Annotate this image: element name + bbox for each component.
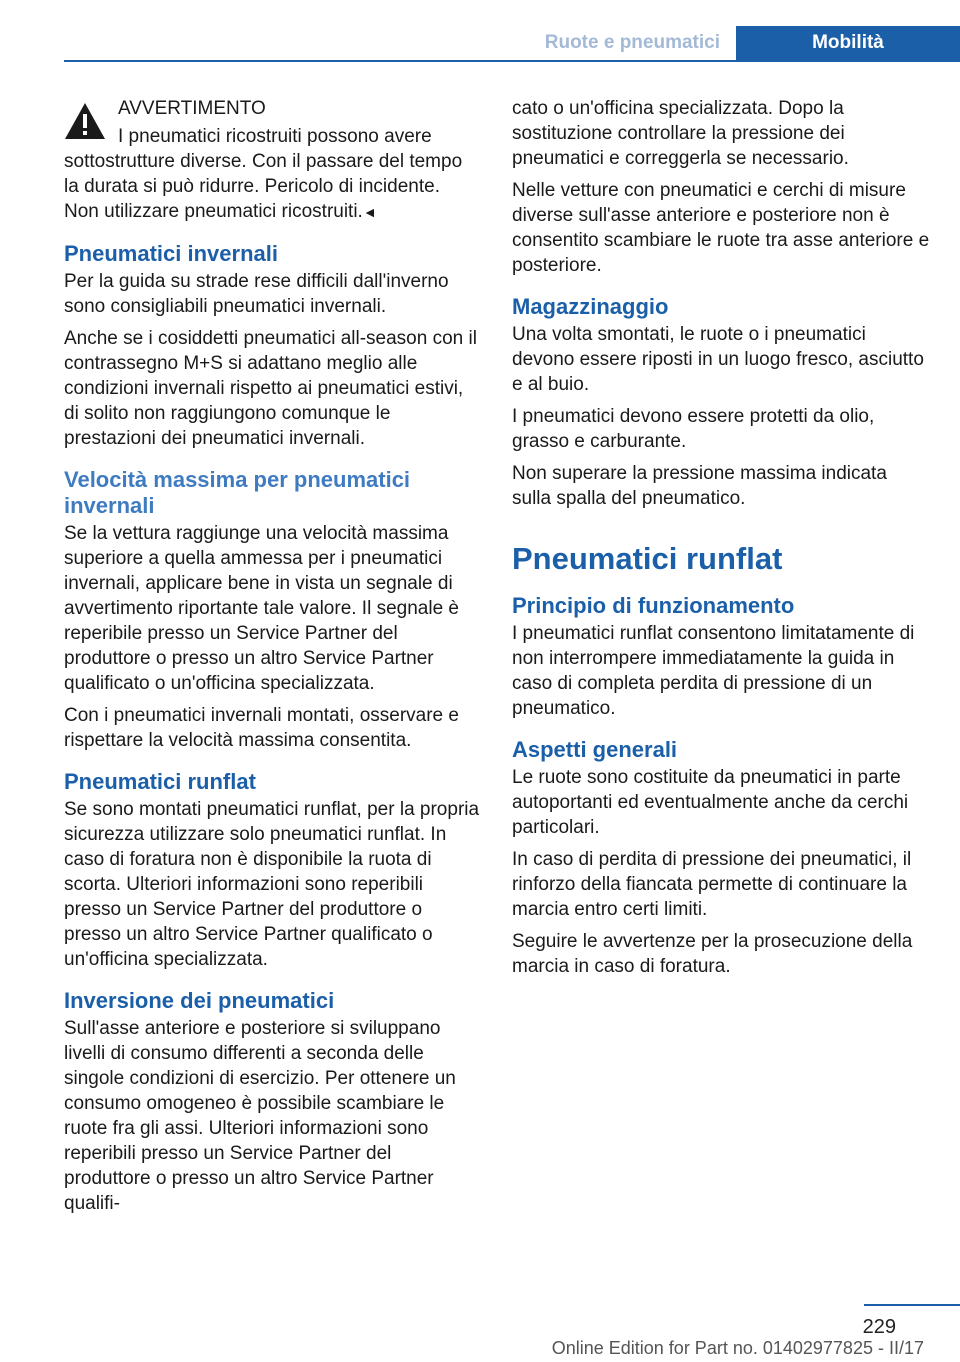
paragraph: cato o un'officina specializzata. Dopo la sostituzione controllare la pressione dei pneumatici e correggerla se necessario. [512, 98, 849, 169]
left-column [64, 96, 480, 1223]
warning-body: I pneumatici ricostruiti possono avere sottostrutture diverse. Con il passare del tempo la durata si può ridurre. Pericolo di incidente. Non utilizzare pneumatici ricostruiti. [64, 126, 463, 222]
end-mark-icon: ◄ [362, 204, 377, 220]
header-rule [64, 60, 960, 62]
paragraph: Se la vettura raggiunge una velocità massima superiore a quella ammessa per i pneumatici invernali, applicare bene in vista un segnale di avvertimento riportante tale valore. Il segnale è reperibile presso un Service Partner del produttore o presso un altro Service Partner qualificato o un'officina specializzata. [64, 523, 459, 694]
paragraph: Nelle vetture con pneumatici e cerchi di misure diverse sull'asse anteriore e posteriore non è consentito scambiare le ruote tra asse anteriore e posteriore. [512, 180, 930, 276]
heading-principle: Principio di funzionamento [512, 593, 795, 618]
paragraph: Non superare la pressione massima indicata sulla spalla del pneumatico. [512, 463, 887, 509]
heading-max-speed: Velocità massima per pneumatici invernali [64, 467, 411, 518]
edition-note: Online Edition for Part no. 01402977825 - II/17 [551, 1338, 924, 1358]
chapter-tab[interactable]: Mobilità [736, 26, 960, 60]
warning-box [64, 96, 480, 225]
paragraph: Con i pneumatici invernali montati, osservare e rispettare la velocità massima consentita. [64, 705, 459, 751]
section-tab[interactable]: Ruote e pneumatici [544, 32, 720, 53]
paragraph: Sull'asse anteriore e posteriore si sviluppano livelli di consumo differenti a seconda delle singole condizioni di esercizio. Per ottenere un consumo omogeneo è possibile scambiare le ruote fra gli assi. Ulteriori informazioni sono reperibili presso un Service Partner del produttore o presso un altro Service Partner qualifi- [64, 1018, 456, 1214]
paragraph: Se sono montati pneumatici runflat, per la propria sicurezza utilizzare solo pneumatici runflat. In caso di foratura non è disponibile la ruota di scorta. Ulteriori informazioni sono reperibili presso un Service Partner del produttore o presso un altro Service Partner qualificato o un'officina specializzata. [64, 799, 480, 970]
heading-general: Aspetti generali [512, 737, 678, 762]
paragraph: Le ruote sono costituite da pneumatici in parte autoportanti ed eventualmente anche da cerchi particolari. [512, 767, 909, 838]
paragraph: Una volta smontati, le ruote o i pneumatici devono essere riposti in un luogo fresco, asciutto e al buio. [512, 324, 924, 395]
paragraph: I pneumatici runflat consentono limitatamente di non interrompere immediatamente la guida in caso di completa perdita di pressione di un pneumatico. [512, 623, 915, 719]
page-header [0, 0, 960, 62]
heading-rotation: Inversione dei pneumatici [64, 988, 335, 1013]
footer-rule [864, 1304, 960, 1306]
heading-runflat: Pneumatici runflat [64, 769, 256, 794]
paragraph: Per la guida su strade rese difficili dall'inverno sono consigliabili pneumatici invernali. [64, 271, 449, 317]
paragraph: Seguire le avvertenze per la prosecuzione della marcia in caso di foratura. [512, 931, 913, 977]
heading-winter-tyres: Pneumatici invernali [64, 241, 278, 266]
paragraph: I pneumatici devono essere protetti da olio, grasso e carburante. [512, 406, 875, 452]
page-number: 229 [862, 1316, 896, 1338]
warning-triangle-icon [64, 102, 106, 140]
right-column [512, 96, 930, 986]
warning-text [64, 124, 480, 225]
page-footer [0, 1300, 960, 1362]
warning-title: AVVERTIMENTO [118, 98, 266, 119]
heading-runflat-main: Pneumatici runflat [512, 541, 783, 576]
paragraph: Anche se i cosiddetti pneumatici all-season con il contrassegno M+S si adattano meglio alle condizioni invernali rispetto ai pneumatici estivi, di solito non raggiungono comunque le prestazioni dei pneumatici invernali. [64, 328, 477, 449]
heading-storage: Magazzinaggio [512, 294, 669, 319]
paragraph: In caso di perdita di pressione dei pneumatici, il rinforzo della fiancata permette di continuare la marcia entro certi limiti. [512, 849, 912, 920]
